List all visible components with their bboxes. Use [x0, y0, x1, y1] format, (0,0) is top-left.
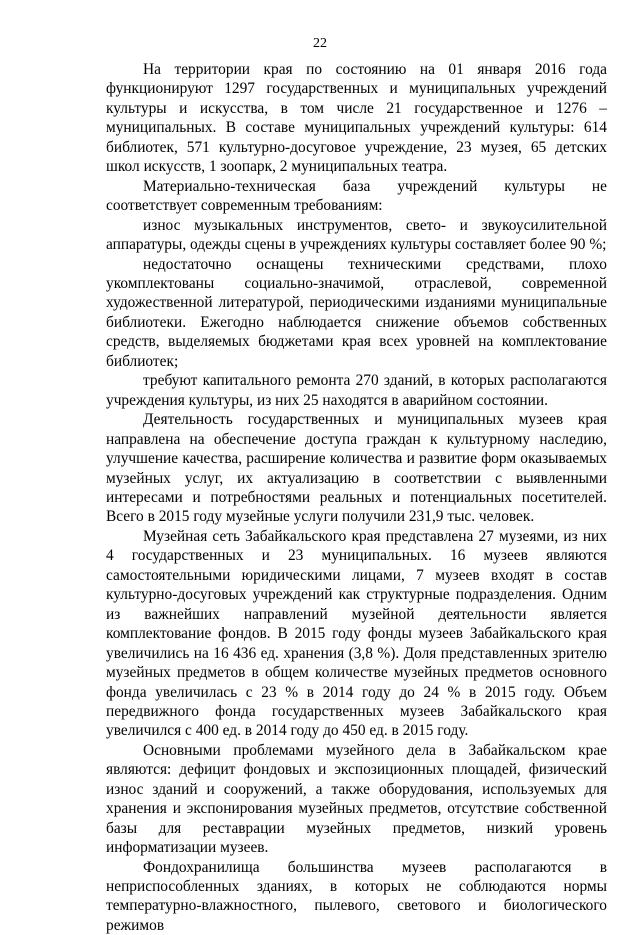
document-body	[106, 60, 607, 935]
paragraph: износ музыкальных инструментов, свето- и звукоусилительной аппаратуры, одежды сцены в учреждениях культуры составляет более 90 %;	[106, 216, 607, 254]
paragraph: Музейная сеть Забайкальского края представлена 27 музеями, из них 4 государственных и 23 муниципальных. 16 музеев являются самостоятельными юридическими лицами, 7 музеев входят в состав культурно-досуговых учреждений как структурные подразделения. Одним из важнейших направлений музейной деятельности является комплектование фондов. В 2015 году фонды музеев Забайкальского края увеличились на 16 436 ед. хранения (3,8 %). Доля представленных зрителю музейных предметов в общем количестве музейных предметов основного фонда увеличилась с 23 % в 2014 году до 24 % в 2015 году. Объем передвижного фонда государственных музеев Забайкальского края увеличился с 400 ед. в 2014 году до 450 ед. в 2015 году.	[106, 527, 607, 740]
paragraph: Материально-техническая база учреждений культуры не соответствует современным требованиям:	[106, 177, 607, 215]
paragraph: Основными проблемами музейного дела в Забайкальском крае являются: дефицит фондовых и экспозиционных площадей, физический износ зданий и сооружений, а также оборудования, используемых для хранения и экспонирования музейных предметов, отсутствие собственной базы для реставрации музейных предметов, низкий уровень информатизации музеев.	[106, 741, 607, 857]
paragraph: требуют капитального ремонта 270 зданий, в которых располагаются учреждения культуры, из них 25 находятся в аварийном состоянии.	[106, 372, 607, 409]
paragraph: Деятельность государственных и муниципальных музеев края направлена на обеспечение доступа граждан к культурному наследию, улучшение качества, расширение количества и развитие форм оказываемых музейных услуг, их актуализацию в соответствии с выявленными интересами и потребностями реальных и потенциальных посетителей. Всего в 2015 году музейные услуги получили 231,9 тыс. человек.	[106, 411, 607, 526]
paragraph: На территории края по состоянию на 01 января 2016 года функционируют 1297 государственных и муниципальных учреждений культуры и искусства, в том числе 21 государственное и 1276 – муниципальных. В составе муниципальных учреждений культуры: 614 библиотек, 571 культурно-досуговое учреждение, 23 музея, 65 детских школ искусств, 1 зоопарк, 2 муниципальных театра.	[106, 61, 607, 176]
paragraph: недостаточно оснащены техническими средствами, плохо укомплектованы социально-значимой, отраслевой, современной художественной литературой, периодическими изданиями муниципальные библиотеки. Ежегодно наблюдается снижение объемов собственных средств, выделяемых бюджетами края всех уровней на комплектование библиотек;	[106, 255, 607, 370]
page-number: 22	[313, 36, 327, 51]
paragraph: Фондохранилища большинства музеев располагаются в неприспособленных зданиях, в которых не соблюдаются нормы температурно-влажностного, пылевого, светового и биологического режимов	[106, 858, 607, 934]
